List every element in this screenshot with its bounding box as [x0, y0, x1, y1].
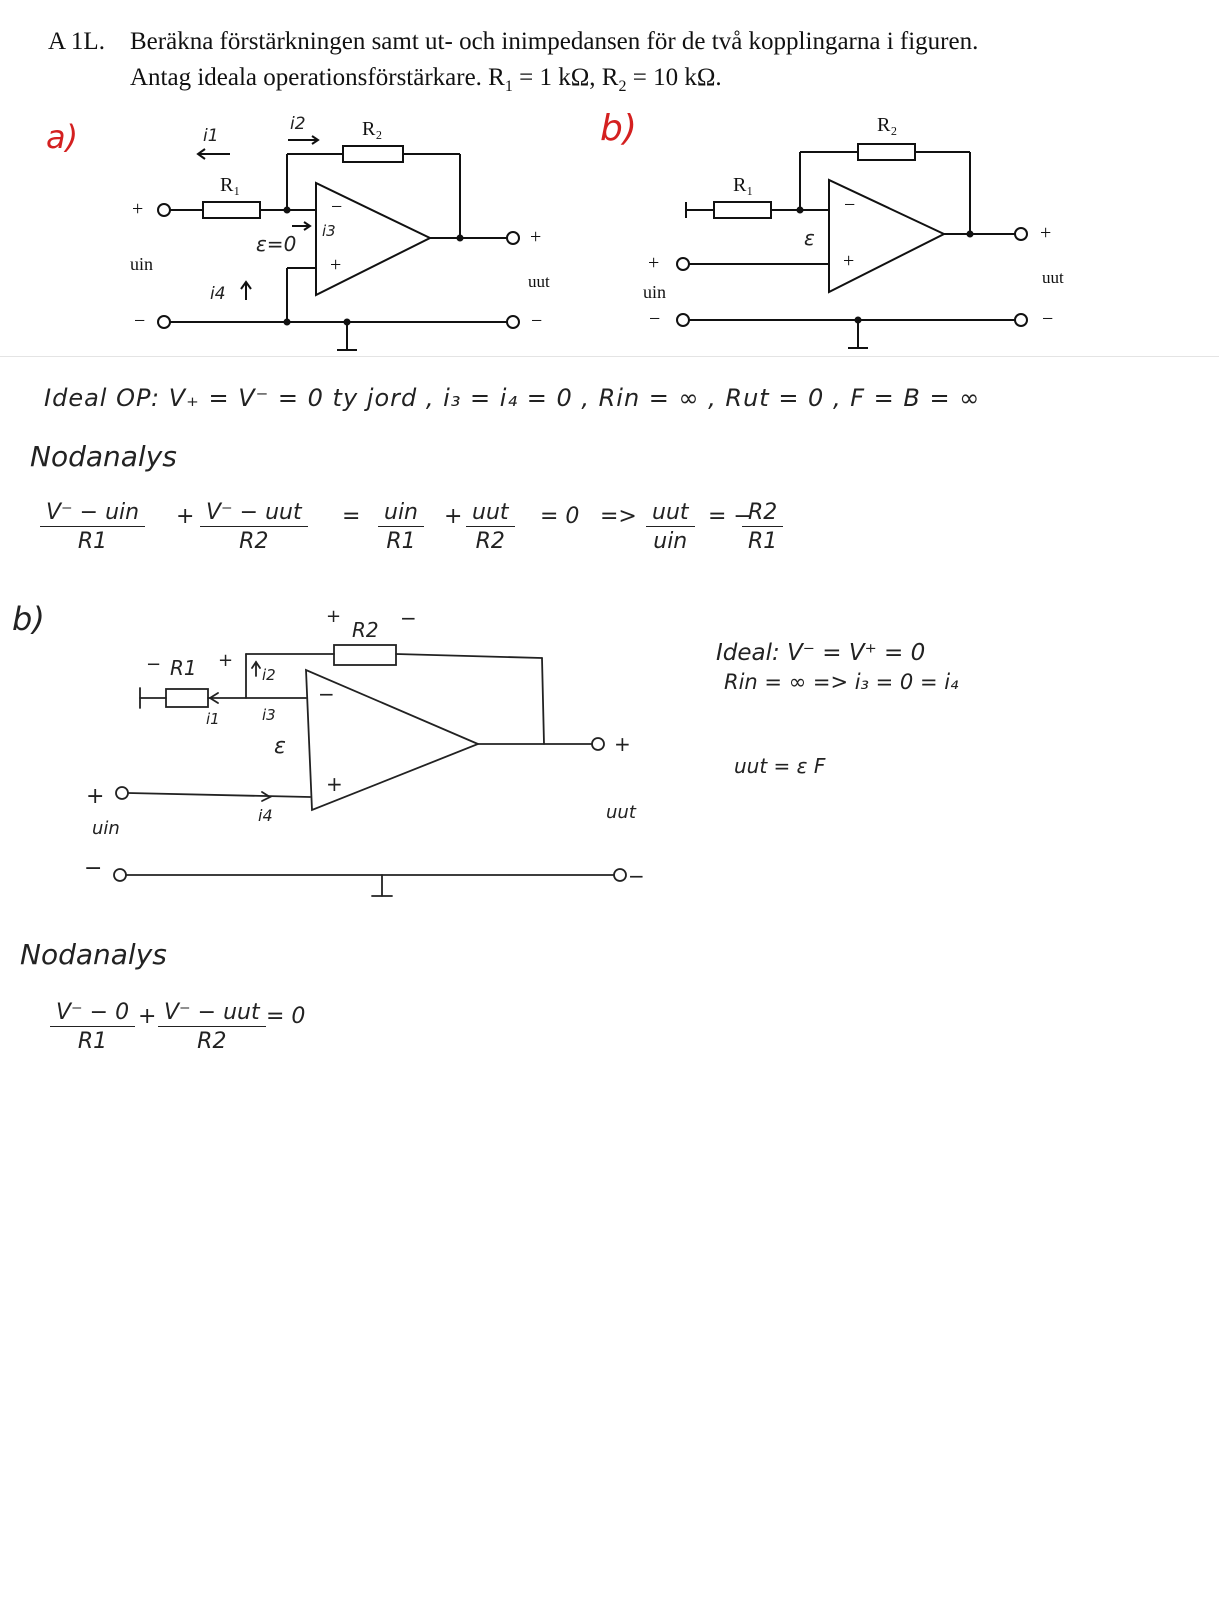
notes-b-r2-minus: −	[400, 606, 417, 630]
notes-b-uin: uin	[92, 818, 120, 839]
fraction-a-5-den: uin	[653, 529, 688, 554]
figure-a-in-minus: −	[134, 310, 146, 332]
uut-equation-b: uut = ε F	[734, 754, 826, 778]
fraction-a-1-num: V⁻ − uin	[40, 500, 145, 527]
r2-value: = 10 kΩ.	[626, 64, 722, 91]
fraction-b-2	[158, 1000, 266, 1054]
notes-b-i1: i1	[206, 710, 220, 728]
problem-line-1: Beräkna förstärkningen samt ut- och inimpedansen för de två kopplingarna i figuren.	[130, 28, 979, 55]
hand-b-wires	[124, 645, 614, 896]
figure-a-noninv-input: +	[330, 254, 342, 276]
notes-b-in-plus: +	[86, 784, 105, 809]
equals-zero-a: = 0	[540, 504, 580, 529]
figure-a-i4-label: i4	[210, 284, 226, 304]
figure-a-r1-label: R₁	[220, 174, 241, 196]
fraction-a-6-num: R2	[742, 500, 783, 527]
equals-a-1: =	[342, 504, 361, 529]
figure-a-i3-label: i3	[322, 222, 336, 240]
figure-b-epsilon-label: ε	[804, 226, 815, 250]
notes-b-in-minus: −	[84, 856, 103, 881]
fraction-a-3-num: uin	[378, 500, 424, 527]
r2-subscript: 2	[618, 78, 627, 95]
figure-a-r2-label: R₂	[362, 118, 383, 140]
r1-value: = 1 kΩ, R	[512, 64, 619, 91]
notes-b-r1-minus: −	[146, 654, 162, 675]
implies-a: =>	[600, 504, 637, 529]
notes-b-r2-plus: +	[326, 606, 342, 627]
notes-b-uut: uut	[606, 802, 636, 823]
figure-b-uin-label: uin	[643, 282, 667, 302]
notes-b-r2-label: R2	[352, 618, 379, 642]
notes-b-out-minus: −	[628, 864, 645, 888]
figure-b-in-plus: +	[648, 252, 660, 274]
figure-b-in-minus: −	[649, 308, 661, 330]
notes-b-out-plus: +	[614, 732, 631, 756]
plus-a-2: +	[444, 504, 463, 529]
notes-b-i3: i3	[262, 706, 276, 724]
figure-b-noninv-input: +	[843, 250, 855, 272]
notes-b-r1-plus: +	[218, 650, 234, 671]
fraction-a-1-den: R1	[77, 529, 108, 554]
notes-b-epsilon: ε	[274, 734, 286, 759]
figure-a-in-plus: +	[132, 198, 144, 220]
figure-a-out-plus: +	[530, 226, 542, 248]
fraction-a-5-num: uut	[646, 500, 695, 527]
fraction-b-1-den: R1	[77, 1029, 108, 1054]
fraction-b-1-num: V⁻ − 0	[50, 1000, 135, 1027]
nodal-analysis-heading-b: Nodanalys	[20, 938, 167, 971]
ideal-opamp-note-a: Ideal OP: V₊ = V⁻ = 0 ty jord , i₃ = i₄ = 0 , Rin = ∞ , Rut = 0 , F = B = ∞	[44, 384, 981, 412]
figure-a-epsilon-label: ε=0	[256, 232, 297, 256]
figure-b-out-minus: −	[1042, 308, 1054, 330]
figure-b-out-plus: +	[1040, 222, 1052, 244]
fraction-a-3-den: R1	[386, 529, 416, 554]
fraction-b-2-den: R2	[197, 1029, 227, 1054]
figure-a-uin-label: uin	[130, 254, 154, 274]
figure-a-i1-label: i1	[203, 126, 219, 146]
figure-a-uut-label: uut	[528, 272, 550, 291]
fraction-b-2-num: V⁻ − uut	[158, 1000, 266, 1027]
fraction-a-4-num: uut	[466, 500, 515, 527]
fraction-b-1	[50, 1000, 135, 1054]
equals-zero-b: = 0	[266, 1004, 306, 1029]
figure-b-r1-label: R₁	[733, 174, 754, 196]
ideal-note-b-2: Rin = ∞ => i₃ = 0 = i₄	[724, 670, 959, 694]
ideal-note-b-1: Ideal: V⁻ = V⁺ = 0	[716, 640, 926, 666]
notes-b-r1-label: R1	[170, 656, 197, 680]
notes-b-inv-input: −	[318, 682, 335, 706]
figure-a-i2-label: i2	[290, 114, 306, 134]
figure-b-r2-label: R₂	[877, 114, 898, 136]
figure-a-out-minus: −	[531, 310, 543, 332]
figure-a-inv-input: −	[331, 196, 343, 218]
notes-b-i4: i4	[258, 806, 273, 825]
hand-b-terminals	[114, 738, 626, 881]
equals-neg-a: = −	[708, 504, 752, 529]
fraction-a-2-den: R2	[239, 529, 269, 554]
plus-a-1: +	[176, 504, 195, 529]
problem-line-2-text: Antag ideala operationsförstärkare. R	[130, 64, 505, 91]
notes-b-i2: i2	[262, 666, 276, 684]
figure-b-part-label: b)	[600, 108, 637, 149]
notes-b-noninv-input: +	[326, 772, 343, 796]
r1-subscript: 1	[504, 78, 513, 95]
fraction-a-4-den: R2	[475, 529, 505, 554]
problem-number: A 1L.	[48, 28, 105, 55]
figure-b-inv-input: −	[844, 194, 856, 216]
notes-b-part-label: b)	[12, 600, 45, 638]
plus-b-1: +	[138, 1004, 157, 1029]
figure-b-uut-label: uut	[1042, 268, 1064, 287]
figure-a-part-label: a)	[46, 118, 79, 156]
fraction-a-2-num: V⁻ − uut	[200, 500, 308, 527]
fraction-a-6-den: R1	[748, 529, 778, 554]
nodal-analysis-heading-a: Nodanalys	[30, 440, 177, 473]
